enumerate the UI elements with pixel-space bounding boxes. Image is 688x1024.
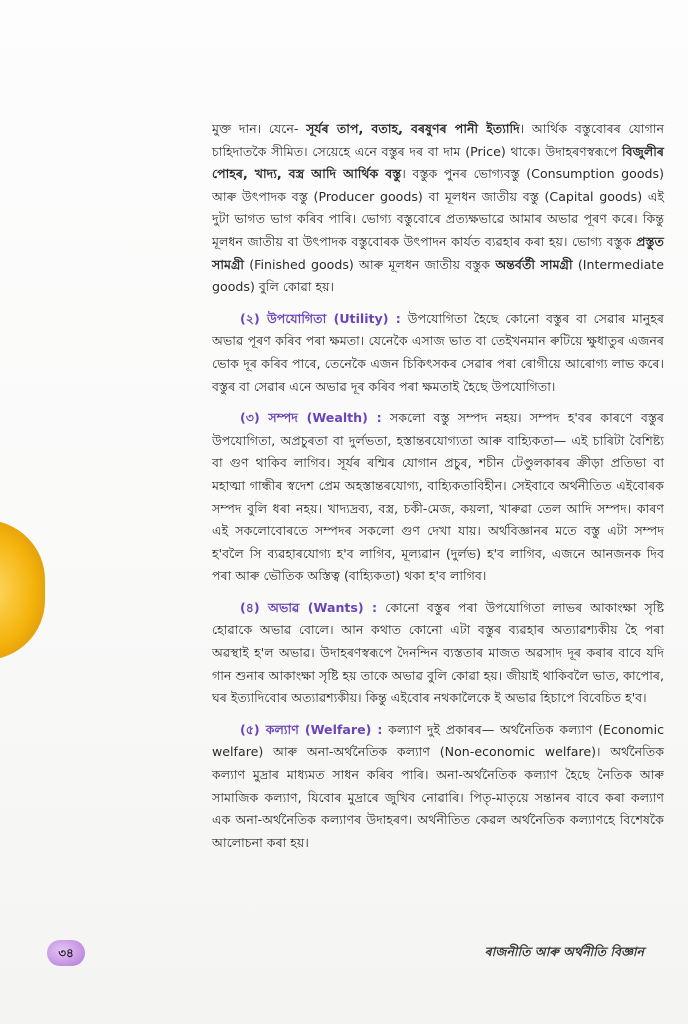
yellow-stain bbox=[0, 520, 45, 660]
paragraph-welfare bbox=[212, 719, 664, 855]
p1-text-4: (Finished goods) আৰু মূলধন জাতীয় বস্তুক bbox=[244, 256, 496, 272]
p1-text-5: (Intermediate goods) বুলি কোৱা হয়। bbox=[212, 256, 664, 295]
wealth-heading: (৩) সম্পদ (Wealth) : bbox=[240, 410, 382, 426]
paragraph-utility bbox=[212, 308, 664, 398]
p1-finished-goods-term: প্ৰস্তুত সামগ্ৰী bbox=[212, 233, 664, 272]
p1-economic-goods-examples: বিজুলীৰ পোহৰ, খাদ্য, বস্ত্ৰ আদি আৰ্থিক বস্তু bbox=[212, 143, 664, 182]
utility-heading: (২) উপযোগিতা (Utility) : bbox=[240, 310, 401, 326]
wealth-text: সকলো বস্তু সম্পদ নহয়। সম্পদ হ'বৰ কাৰণে বস্তুৰ উপযোগিতা, অপ্ৰচুৰতা বা দুৰ্লভতা, হস্তান্তৰযোগ্যতা আৰু বাহ্যিকতা— এই চাৰিটা বৈশিষ্ট্য বা গুণ থাকিব লাগিব। সূৰ্যৰ ৰশ্মিৰ যোগান প্ৰচুৰ, শচীন টেণ্ডুলকাৰৰ ক্ৰীড়া প্ৰতিভা বা মহাত্মা গান্ধীৰ স্বদেশ প্ৰেম অহস্তান্তৰযোগ্য, বাহ্যিকতাবিহীন। সেইবাবে অৰ্থনীতিত এইবোৰক সম্পদ বুলি ধৰা নহয়। খাদ্যদ্ৰব্য, বস্ত্ৰ, চকী-মেজ, কয়লা, খাৰুৱা তেল আদি সম্পদ। কাৰণ এই সকলোবোৰতে সম্পদৰ সকলো গুণ দেখা যায়। অৰ্থবিজ্ঞানৰ মতে বস্তু এটা সম্পদ হ'বলৈ সি ব্যৱহাৰযোগ্য হ'ব লাগিব, মূল্যৱান (দুৰ্লভ) হ'ব লাগিব, এজনে আনজনক দিব পৰা আৰু ভৌতিক অস্তিত্ব (বাহ্যিকতা) থকা হ'ব লাগিব। bbox=[212, 410, 664, 584]
welfare-heading: (৫) কল্যাণ (Welfare) : bbox=[240, 721, 383, 737]
paragraph-wealth bbox=[212, 407, 664, 588]
welfare-text: কল্যাণ দুই প্ৰকাৰৰ— অৰ্থনৈতিক কল্যাণ (Economic welfare) আৰু অনা-অৰ্থনৈতিক কল্যাণ (Non-economic welfare)। অৰ্থনৈতিক কল্যাণ মুদ্ৰাৰ মাধ্যমত সাধন কৰিব পাৰি। অনা-অৰ্থনৈতিক কল্যাণ হৈছে নৈতিক আৰু সামাজিক কল্যাণ, যিবোৰ মুদ্ৰাৰে জুখিব নোৱাৰি। পিতৃ-মাতৃয়ে সন্তানৰ বাবে কৰা কল্যাণ এক অনা-অৰ্থনৈতিক কল্যাণৰ উদাহৰণ। অৰ্থনীতিত কেৱল অৰ্থনৈতিক কল্যাণহে বিশেষকৈ আলোচনা কৰা হয়। bbox=[212, 721, 664, 850]
utility-text: উপযোগিতা হৈছে কোনো বস্তুৰ বা সেৱাৰ মানুহৰ অভাৱ পূৰণ কৰিব পৰা ক্ষমতা। যেনেকৈ এসাজ ভাত বা তেইখনমান ৰুটিয়ে ক্ষুধাতুৰ এজনৰ ভোক দূৰ কৰিব পাৰে, তেনেকৈ এজন চিকিৎসকৰ সেৱাৰ পৰা ৰোগীয়ে আৰোগ্য লাভ কৰে। বস্তুৰ বা সেৱাৰ এনে অভাৱ দূৰ কৰিব পৰা ক্ষমতাই হৈছে উপযোগিতা। bbox=[212, 310, 664, 394]
page-number: ৩৪ bbox=[47, 940, 85, 966]
p1-text-1: মুক্ত দান। যেনে- bbox=[212, 121, 307, 136]
text-column bbox=[212, 118, 664, 854]
book-title: ৰাজনীতি আৰু অৰ্থনীতি বিজ্ঞান bbox=[484, 944, 644, 959]
paragraph-1 bbox=[212, 118, 664, 299]
page-footer bbox=[0, 930, 688, 970]
wants-text: কোনো বস্তুৰ পৰা উপযোগিতা লাভৰ আকাংক্ষা সৃষ্টি হোৱাকে অভাৱ বোলে। আন কথাত কোনো এটা বস্তুৰ ব্যৱহাৰ অত্যাৱশ্যকীয় হৈ পৰা অৱস্থাই হ'ল অভাৱ। উদাহৰণস্বৰূপে দৈনন্দিন ব্যস্ততাৰ মাজত অৱসাদ দূৰ কৰাৰ বাবে যদি গান শুনাৰ আকাংক্ষা সৃষ্টি হয় তাকে অভাৱ বুলি কোৱা হয়। জীয়াই থাকিবলৈ ভাত, কাপোৰ, ঘৰ ইত্যাদিবোৰ অত্যাৱশ্যকীয়। কিন্তু এইবোৰ নথকালৈকে ই অভাৱ হিচাপে বিবেচিত হ'ব। bbox=[212, 599, 664, 706]
p1-text-3: । বস্তুক পুনৰ ভোগ্যবস্তু (Consumption goods) আৰু উৎপাদক বস্তু (Producer goods) বা মূলধন জাতীয় বস্তু (Capital goods) এই দুটা ভাগত ভাগ কৰিব পাৰি। ভোগ্য বস্তুবোৰে প্ৰত্যক্ষভাৱে আমাৰ অভাৱ পূৰণ কৰে। কিন্তু মূলধন জাতীয় বা উৎপাদক বস্তুবোৰক উৎপাদন কাৰ্যত ব্যৱহাৰ কৰা হয়। ভোগ্য বস্তুক bbox=[212, 166, 664, 249]
paragraph-wants bbox=[212, 597, 664, 710]
wants-heading: (৪) অভাৱ (Wants) : bbox=[240, 599, 378, 615]
p1-free-goods-examples: সূর্যৰ তাপ, বতাহ, বৰষুণৰ পানী ইত্যাদি bbox=[306, 121, 520, 136]
p1-text-2: । আৰ্থিক বস্তুবোৰৰ যোগান চাহিদাতকৈ সীমিত। সেয়েহে এনে বস্তুৰ দৰ বা দাম (Price) থাকে। উদাহৰণস্বৰূপে bbox=[212, 121, 664, 159]
p1-intermediate-goods-term: অন্তৰ্বৰ্তী সামগ্ৰী bbox=[495, 256, 573, 272]
